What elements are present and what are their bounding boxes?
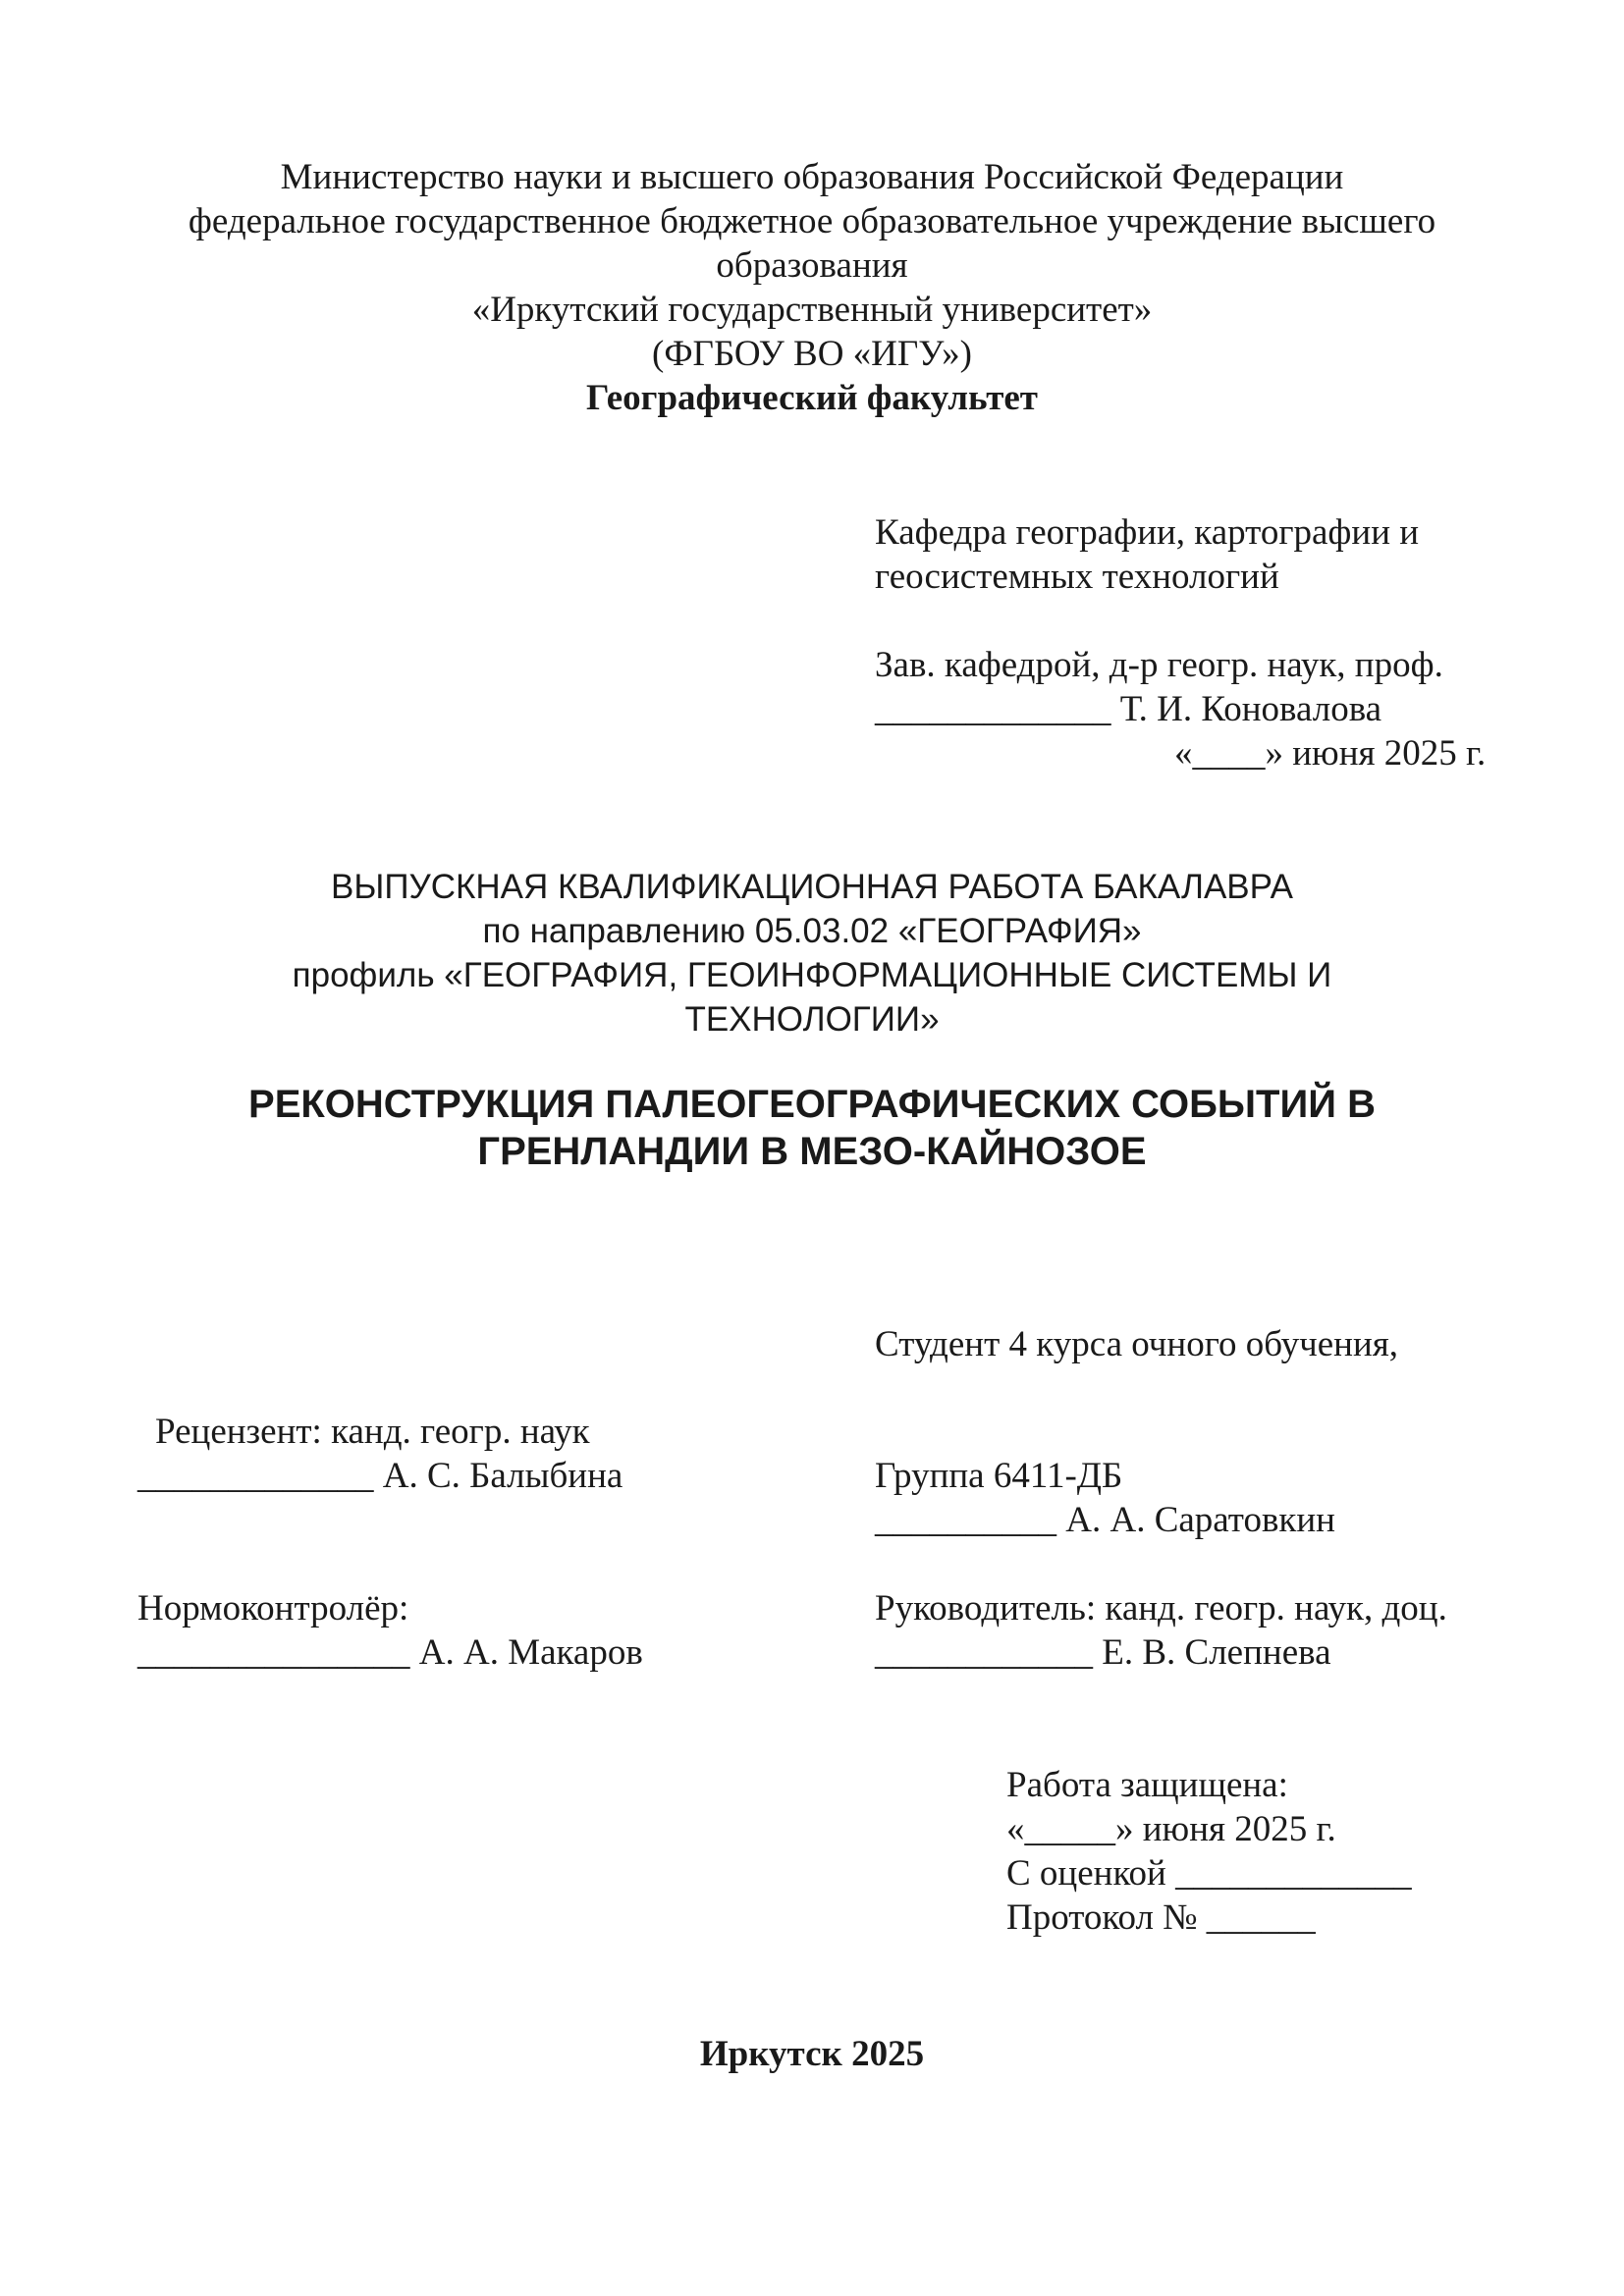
university-abbreviation: (ФГБОУ ВО «ИГУ») [652,334,972,374]
work-profile-line-1: профиль «ГЕОГРАФИЯ, ГЕОИНФОРМАЦИОННЫЕ СИСТЕМЫ И [292,956,1332,994]
student-course: Студент 4 курса очного обучения, [875,1324,1399,1364]
work-direction: по направлению 05.03.02 «ГЕОГРАФИЯ» [482,912,1142,950]
supervisor-signature: ____________ Е. В. Слепнева [875,1632,1331,1673]
normcontroller-block [137,1586,825,1675]
reviewer-block [137,1410,825,1498]
head-approval-block [875,643,1562,775]
work-type-block [0,865,1624,1041]
defense-grade: С оценкой _____________ [1006,1853,1412,1894]
institution-line-2: образования [716,245,908,286]
thesis-title-line-1: РЕКОНСТРУКЦИЯ ПАЛЕОГЕОГРАФИЧЕСКИХ СОБЫТИЙ В [248,1083,1376,1126]
student-course-block [875,1322,1562,1366]
work-type: ВЫПУСКНАЯ КВАЛИФИКАЦИОННАЯ РАБОТА БАКАЛАВРА [331,868,1293,906]
supervisor-block [875,1586,1562,1675]
thesis-title-line-2: ГРЕНЛАНДИИ В МЕЗО-КАЙНОЗОЕ [477,1130,1147,1173]
institution-header [0,155,1624,420]
city-year [0,2032,1624,2076]
head-title: Зав. кафедрой, д-р геогр. наук, проф. [875,645,1443,685]
department-line-1: Кафедра географии, картографии и [875,512,1420,553]
department-line-2: геосистемных технологий [875,557,1279,597]
normcontroller-signature: _______________ А. А. Макаров [137,1632,643,1673]
normcontroller-label: Нормоконтролёр: [137,1588,409,1629]
student-signature: __________ А. А. Саратовкин [875,1500,1335,1540]
faculty-name: Географический факультет [586,378,1038,418]
defense-block [1006,1763,1596,1940]
student-group: Группа 6411-ДБ [875,1456,1123,1496]
defense-date: «_____» июня 2025 г. [1006,1809,1336,1849]
thesis-title [0,1081,1624,1175]
defense-status: Работа защищена: [1006,1765,1288,1805]
reviewer-signature: _____________ А. С. Балыбина [137,1456,623,1496]
ministry-line: Министерство науки и высшего образования Российской Федерации [280,157,1344,197]
department-block [875,510,1562,599]
city-year-text: Иркутск 2025 [699,2034,925,2074]
approval-date: «____» июня 2025 г. [1174,733,1487,774]
institution-line-1: федеральное государственное бюджетное образовательное учреждение высшего [188,201,1436,241]
head-signature: _____________ Т. И. Коновалова [875,689,1382,729]
defense-protocol: Протокол № ______ [1006,1897,1316,1938]
university-name: «Иркутский государственный университет» [471,290,1153,330]
supervisor-label: Руководитель: канд. геогр. наук, доц. [875,1588,1447,1629]
student-group-block [875,1454,1562,1542]
work-profile-line-2: ТЕХНОЛОГИИ» [684,1000,940,1039]
reviewer-label: Рецензент: канд. геогр. наук [155,1412,590,1452]
